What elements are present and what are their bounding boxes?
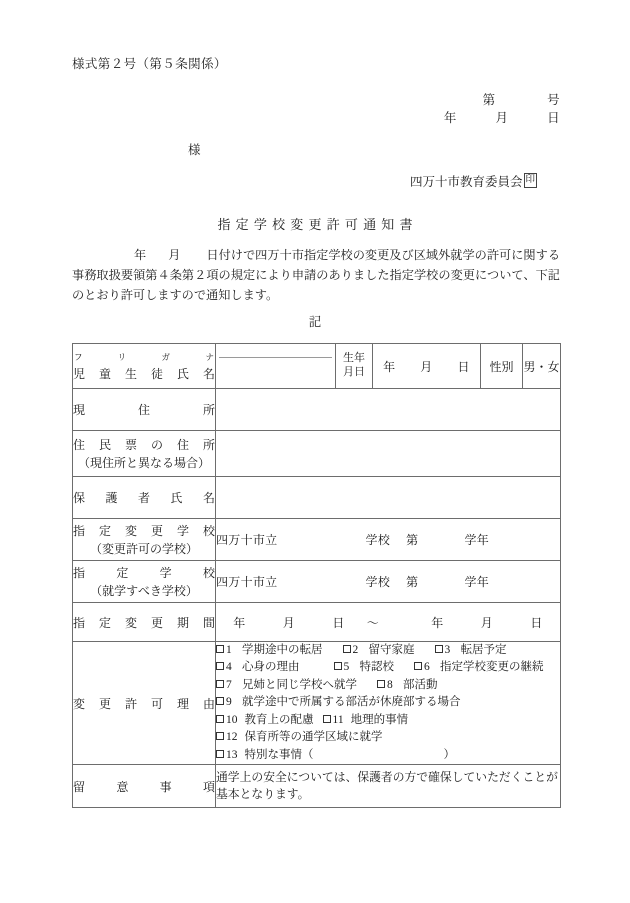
- checkbox-icon[interactable]: [343, 645, 351, 653]
- reason-number: 8: [387, 678, 393, 691]
- reason-number: 2: [352, 644, 359, 656]
- checkbox-icon[interactable]: [216, 697, 224, 705]
- designated-school-grade-suffix: 学年: [464, 575, 490, 589]
- changed-school-input[interactable]: [216, 519, 561, 561]
- furigana-label: フリガナ: [74, 351, 214, 362]
- designated-school-grade-prefix: 第: [406, 575, 419, 589]
- reason-line-6: [216, 729, 560, 746]
- furigana-divider: [219, 357, 332, 358]
- reason-label: 特別な事情（: [244, 748, 314, 761]
- checkbox-icon[interactable]: [435, 645, 443, 653]
- changed-school-grade-suffix: 学年: [464, 533, 490, 547]
- reason-option-8[interactable]: [377, 677, 438, 694]
- reason-option-5[interactable]: [334, 659, 395, 676]
- reason-line-7: [216, 747, 560, 764]
- reason-label: 心身の理由: [242, 661, 300, 674]
- reason-option-4[interactable]: [216, 659, 300, 676]
- label-changed-school: [73, 519, 216, 561]
- label-current-address: [73, 389, 216, 431]
- table-row-changed-school: [73, 519, 561, 561]
- reason-number: 6: [424, 661, 430, 674]
- reason-line-5: [216, 712, 560, 729]
- reason-number: 7: [226, 678, 232, 691]
- body-month: 月: [168, 248, 181, 262]
- label-student-name: [73, 344, 216, 389]
- reason-option-10[interactable]: [216, 712, 314, 729]
- reason-number: 11: [332, 713, 344, 726]
- period-end: 年 月 日: [431, 615, 543, 630]
- designated-school-sublabel: （就学すべき学校）: [90, 584, 198, 598]
- addressee-honorific: 様: [188, 143, 201, 157]
- changed-school-sublabel: （変更許可の学校）: [89, 542, 198, 556]
- reason-number: 13: [226, 748, 238, 761]
- reason-option-13[interactable]: [216, 747, 455, 764]
- period-tilde: ～: [366, 615, 380, 630]
- checkbox-icon[interactable]: [334, 662, 342, 670]
- reason-label: 就学途中で所属する部活が休廃部する場合: [242, 696, 461, 709]
- label-guardian-name: [73, 477, 216, 519]
- reason-label: 特認校: [359, 661, 394, 674]
- checkbox-icon[interactable]: [216, 715, 224, 723]
- current-address-label: 現住所: [73, 403, 215, 417]
- table-row-resident-address: [73, 431, 561, 477]
- reason-line-4: [216, 694, 560, 711]
- reason-number: 10: [226, 713, 238, 726]
- reason-line-3: [216, 677, 560, 694]
- document-date-line: 年 月 日: [443, 111, 560, 125]
- reason-option-7[interactable]: [216, 677, 357, 694]
- body-text: 日付けで四万十市指定学校の変更及び区域外就学の許可に関する事務取扱要領第４条第２項の規定により申請のありました指定学校の変更について、下記のとおり許可しますので通知します。: [72, 248, 561, 302]
- resident-address-sublabel: （現住所と異なる場合）: [77, 456, 210, 470]
- reason-number: 12: [226, 731, 238, 744]
- sex-options[interactable]: 男・女: [523, 344, 561, 389]
- changed-school-grade-prefix: 第: [406, 533, 419, 547]
- period-start: 年 月 日: [233, 615, 345, 630]
- designated-school-suffix: 学校: [365, 575, 391, 589]
- guardian-name-input[interactable]: [216, 477, 561, 519]
- changed-school-suffix: 学校: [365, 533, 391, 547]
- reason-label: 学期途中の転居: [242, 644, 323, 656]
- table-row-reason: [73, 642, 561, 765]
- label-note: [73, 765, 216, 808]
- issuer-line: [410, 172, 537, 190]
- reason-label: 兄姉と同じ学校へ就学: [242, 678, 357, 691]
- note-text: 通学上の安全については、保護者の方で確保していただくことが基本となります。: [216, 765, 561, 808]
- table-row-guardian: [73, 477, 561, 519]
- form-code: 様式第２号（第５条関係）: [72, 57, 227, 71]
- special-reason-close-paren: ）: [443, 748, 455, 761]
- checkbox-icon[interactable]: [216, 732, 224, 740]
- issuer-name: 四万十市教育委員会: [410, 175, 523, 189]
- label-designated-school: [73, 561, 216, 603]
- reason-option-1[interactable]: [216, 642, 323, 659]
- change-period-input[interactable]: [216, 603, 561, 642]
- body-paragraph: [72, 246, 560, 305]
- label-resident-address: [73, 431, 216, 477]
- reason-option-11[interactable]: [323, 712, 409, 729]
- form-table: [72, 343, 561, 808]
- label-sex: 性別: [481, 344, 523, 389]
- body-year: 年: [134, 248, 147, 262]
- checkbox-icon[interactable]: [216, 662, 224, 670]
- guardian-name-label: 保護者氏名: [73, 491, 215, 505]
- reason-number: 4: [226, 661, 232, 674]
- ki-marker: 記: [308, 315, 322, 329]
- table-row-designated-school: [73, 561, 561, 603]
- change-reason-options: [216, 642, 561, 765]
- designated-school-label: 指定学校: [73, 566, 215, 580]
- change-reason-label: 変更許可理由: [73, 696, 215, 711]
- label-date-of-birth: [336, 344, 373, 389]
- checkbox-icon[interactable]: [414, 662, 422, 670]
- reason-option-6[interactable]: [414, 659, 544, 676]
- reason-option-12[interactable]: [216, 729, 383, 746]
- changed-school-city: 四万十市立: [216, 533, 278, 547]
- document-number-line: 第 号: [482, 93, 560, 107]
- changed-school-label: 指定変更学校: [73, 524, 215, 538]
- checkbox-icon[interactable]: [377, 680, 385, 688]
- checkbox-icon[interactable]: [216, 680, 224, 688]
- checkbox-icon[interactable]: [323, 715, 331, 723]
- table-row-name: [73, 344, 561, 389]
- table-row-note: [73, 765, 561, 808]
- student-name-label: 児童生徒氏名: [73, 366, 215, 381]
- seal-icon: 印: [524, 173, 538, 188]
- reason-option-9[interactable]: [216, 694, 461, 711]
- reason-label: 転居予定: [460, 644, 507, 656]
- reason-option-2[interactable]: [343, 642, 415, 659]
- current-address-input[interactable]: [216, 389, 561, 431]
- label-change-reason: [73, 642, 216, 765]
- table-row-current-address: [73, 389, 561, 431]
- student-name-value: [216, 355, 335, 377]
- label-change-period: [73, 603, 216, 642]
- reason-number: 5: [343, 661, 350, 674]
- reason-number: 9: [226, 696, 232, 709]
- dob-label-line1: 生年: [343, 352, 365, 365]
- date-of-birth-input[interactable]: 年 月 日: [373, 344, 481, 389]
- designated-school-input[interactable]: [216, 561, 561, 603]
- page-title: 指定学校変更許可通知書: [217, 217, 418, 232]
- reason-number: 1: [226, 644, 232, 656]
- reason-label: 地理的事情: [350, 713, 409, 726]
- reason-option-3[interactable]: [435, 642, 507, 659]
- table-row-period: [73, 603, 561, 642]
- designated-school-city: 四万十市立: [216, 575, 278, 589]
- reason-label: 留守家庭: [368, 644, 415, 656]
- checkbox-icon[interactable]: [216, 645, 224, 653]
- reason-line-2: [216, 659, 560, 676]
- student-name-input[interactable]: [216, 344, 336, 389]
- reason-label: 教育上の配慮: [244, 713, 314, 726]
- reason-label: 保育所等の通学区域に就学: [244, 731, 383, 744]
- note-label: 留意事項: [73, 779, 215, 794]
- checkbox-icon[interactable]: [216, 750, 224, 758]
- resident-address-label: 住民票の住所: [73, 438, 215, 452]
- reason-label: 指定学校変更の継続: [440, 661, 544, 674]
- dob-label-line2: 月日: [343, 366, 365, 378]
- resident-address-input[interactable]: [216, 431, 561, 477]
- reason-line-1: [216, 642, 560, 659]
- reason-number: 3: [444, 644, 451, 656]
- reason-label: 部活動: [403, 678, 438, 691]
- change-period-label: 指定変更期間: [73, 615, 215, 630]
